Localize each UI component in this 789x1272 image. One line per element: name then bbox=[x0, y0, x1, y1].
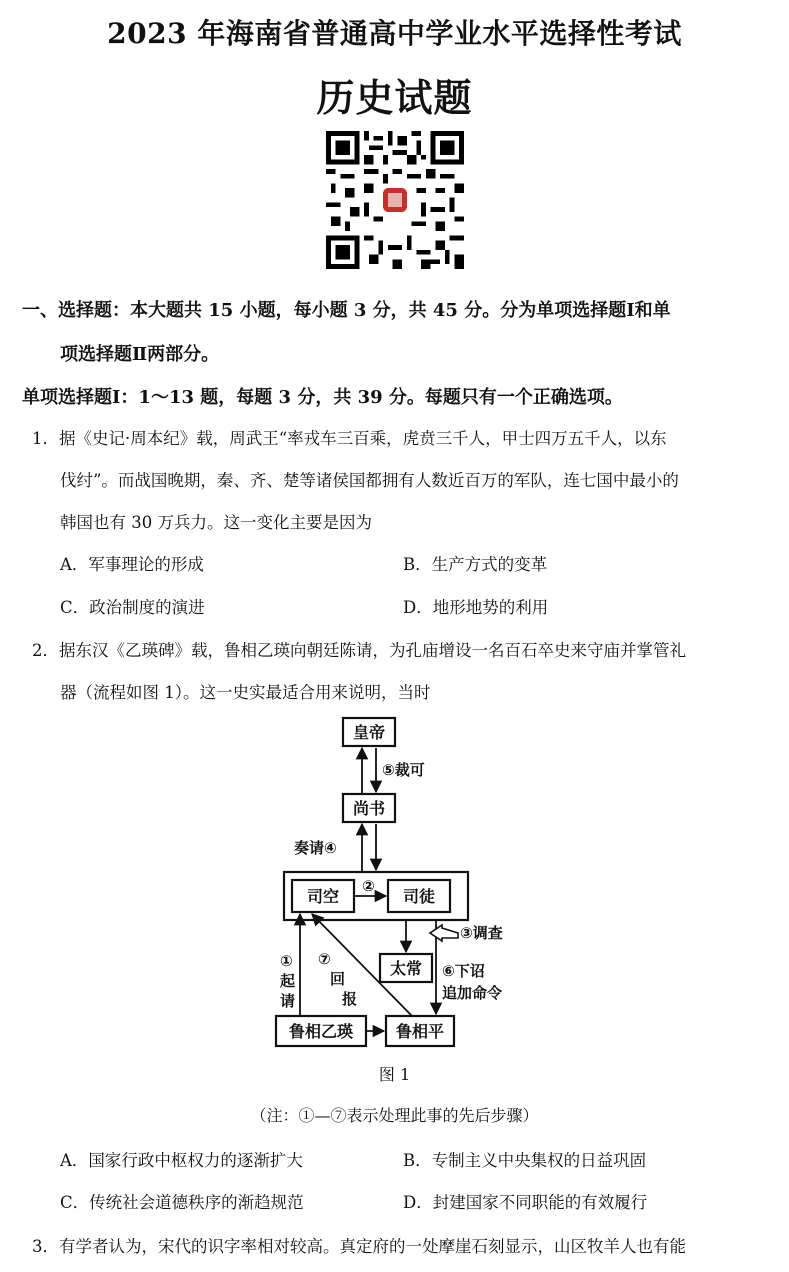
q2-option-d[interactable]: D．封建国家不同职能的有效履行 bbox=[403, 1193, 648, 1212]
label-step7-num: ⑦ bbox=[318, 950, 331, 968]
q1-option-a[interactable]: A．军事理论的形成 bbox=[60, 555, 204, 574]
q1-line-1: 1．据《史记·周本纪》载，周武王“率戎车三百乘，虎贲三千人，甲士四万五千人，以东 bbox=[32, 429, 667, 448]
label-step1-num: ① bbox=[280, 952, 293, 970]
q2-option-c[interactable]: C．传统社会道德秩序的渐趋规范 bbox=[60, 1193, 304, 1212]
label-luxiang-yiying: 鲁相乙瑛 bbox=[288, 1022, 354, 1041]
q1-option-d[interactable]: D．地形地势的利用 bbox=[403, 598, 549, 617]
exam-title: 2023 年海南省普通高中学业水平选择性考试 bbox=[107, 17, 682, 50]
label-step7-a: 回 bbox=[330, 970, 346, 988]
label-step6-a: ⑥下诏 bbox=[442, 962, 485, 980]
label-sikong: 司空 bbox=[306, 887, 340, 906]
label-shangshu: 尚书 bbox=[352, 799, 386, 818]
label-situ: 司徒 bbox=[402, 887, 436, 906]
q1-option-b[interactable]: B．生产方式的变革 bbox=[403, 555, 548, 574]
section-heading-cont: 项选择题Ⅱ两部分。 bbox=[60, 344, 220, 365]
flow-diagram bbox=[270, 714, 530, 1054]
exam-subtitle: 历史试题 bbox=[316, 75, 473, 120]
q3-line-1: 3．有学者认为，宋代的识字率相对较高。真定府的一处摩崖石刻显示，山区牧羊人也有能 bbox=[32, 1237, 686, 1256]
q2-line-2: 器（流程如图 1）。这一史实最适合用来说明，当时 bbox=[60, 683, 431, 702]
q1-line-2: 伐纣”。而战国晚期，秦、齐、楚等诸侯国都拥有人数近百万的军队，连七国中最小的 bbox=[60, 471, 679, 490]
qr-code bbox=[326, 131, 464, 269]
label-step3: ③调查 bbox=[460, 924, 503, 942]
label-step4: 奏请④ bbox=[294, 839, 337, 857]
label-taichang: 太常 bbox=[389, 959, 423, 978]
figure-caption: 图 1 bbox=[378, 1065, 411, 1084]
label-step1-a: 起 bbox=[280, 972, 296, 990]
q1-option-c[interactable]: C．政治制度的演进 bbox=[60, 598, 205, 617]
label-step5: ⑤裁可 bbox=[382, 761, 425, 779]
subsection-heading: 单项选择题Ⅰ：1～13 题，每题 3 分，共 39 分。每题只有一个正确选项。 bbox=[22, 387, 623, 408]
label-luxiang-ping: 鲁相平 bbox=[395, 1022, 445, 1041]
label-step6-b: 追加命令 bbox=[442, 984, 503, 1002]
q1-line-3: 韩国也有 30 万兵力。这一变化主要是因为 bbox=[60, 513, 372, 532]
figure-note: （注：①—⑦表示处理此事的先后步骤） bbox=[250, 1106, 539, 1125]
q2-option-b[interactable]: B．专制主义中央集权的日益巩固 bbox=[403, 1151, 647, 1170]
label-step1-b: 请 bbox=[280, 992, 296, 1010]
section-heading: 一、选择题：本大题共 15 小题，每小题 3 分，共 45 分。分为单项选择题Ⅰ和单 bbox=[22, 300, 671, 321]
q2-line-1: 2．据东汉《乙瑛碑》载，鲁相乙瑛向朝廷陈请，为孔庙增设一名百石卒史来守庙并掌管礼 bbox=[32, 641, 686, 660]
label-step2: ② bbox=[362, 877, 375, 895]
q2-option-a[interactable]: A．国家行政中枢权力的逐渐扩大 bbox=[60, 1151, 303, 1170]
label-step7-b: 报 bbox=[342, 990, 358, 1008]
label-emperor: 皇帝 bbox=[352, 723, 386, 742]
